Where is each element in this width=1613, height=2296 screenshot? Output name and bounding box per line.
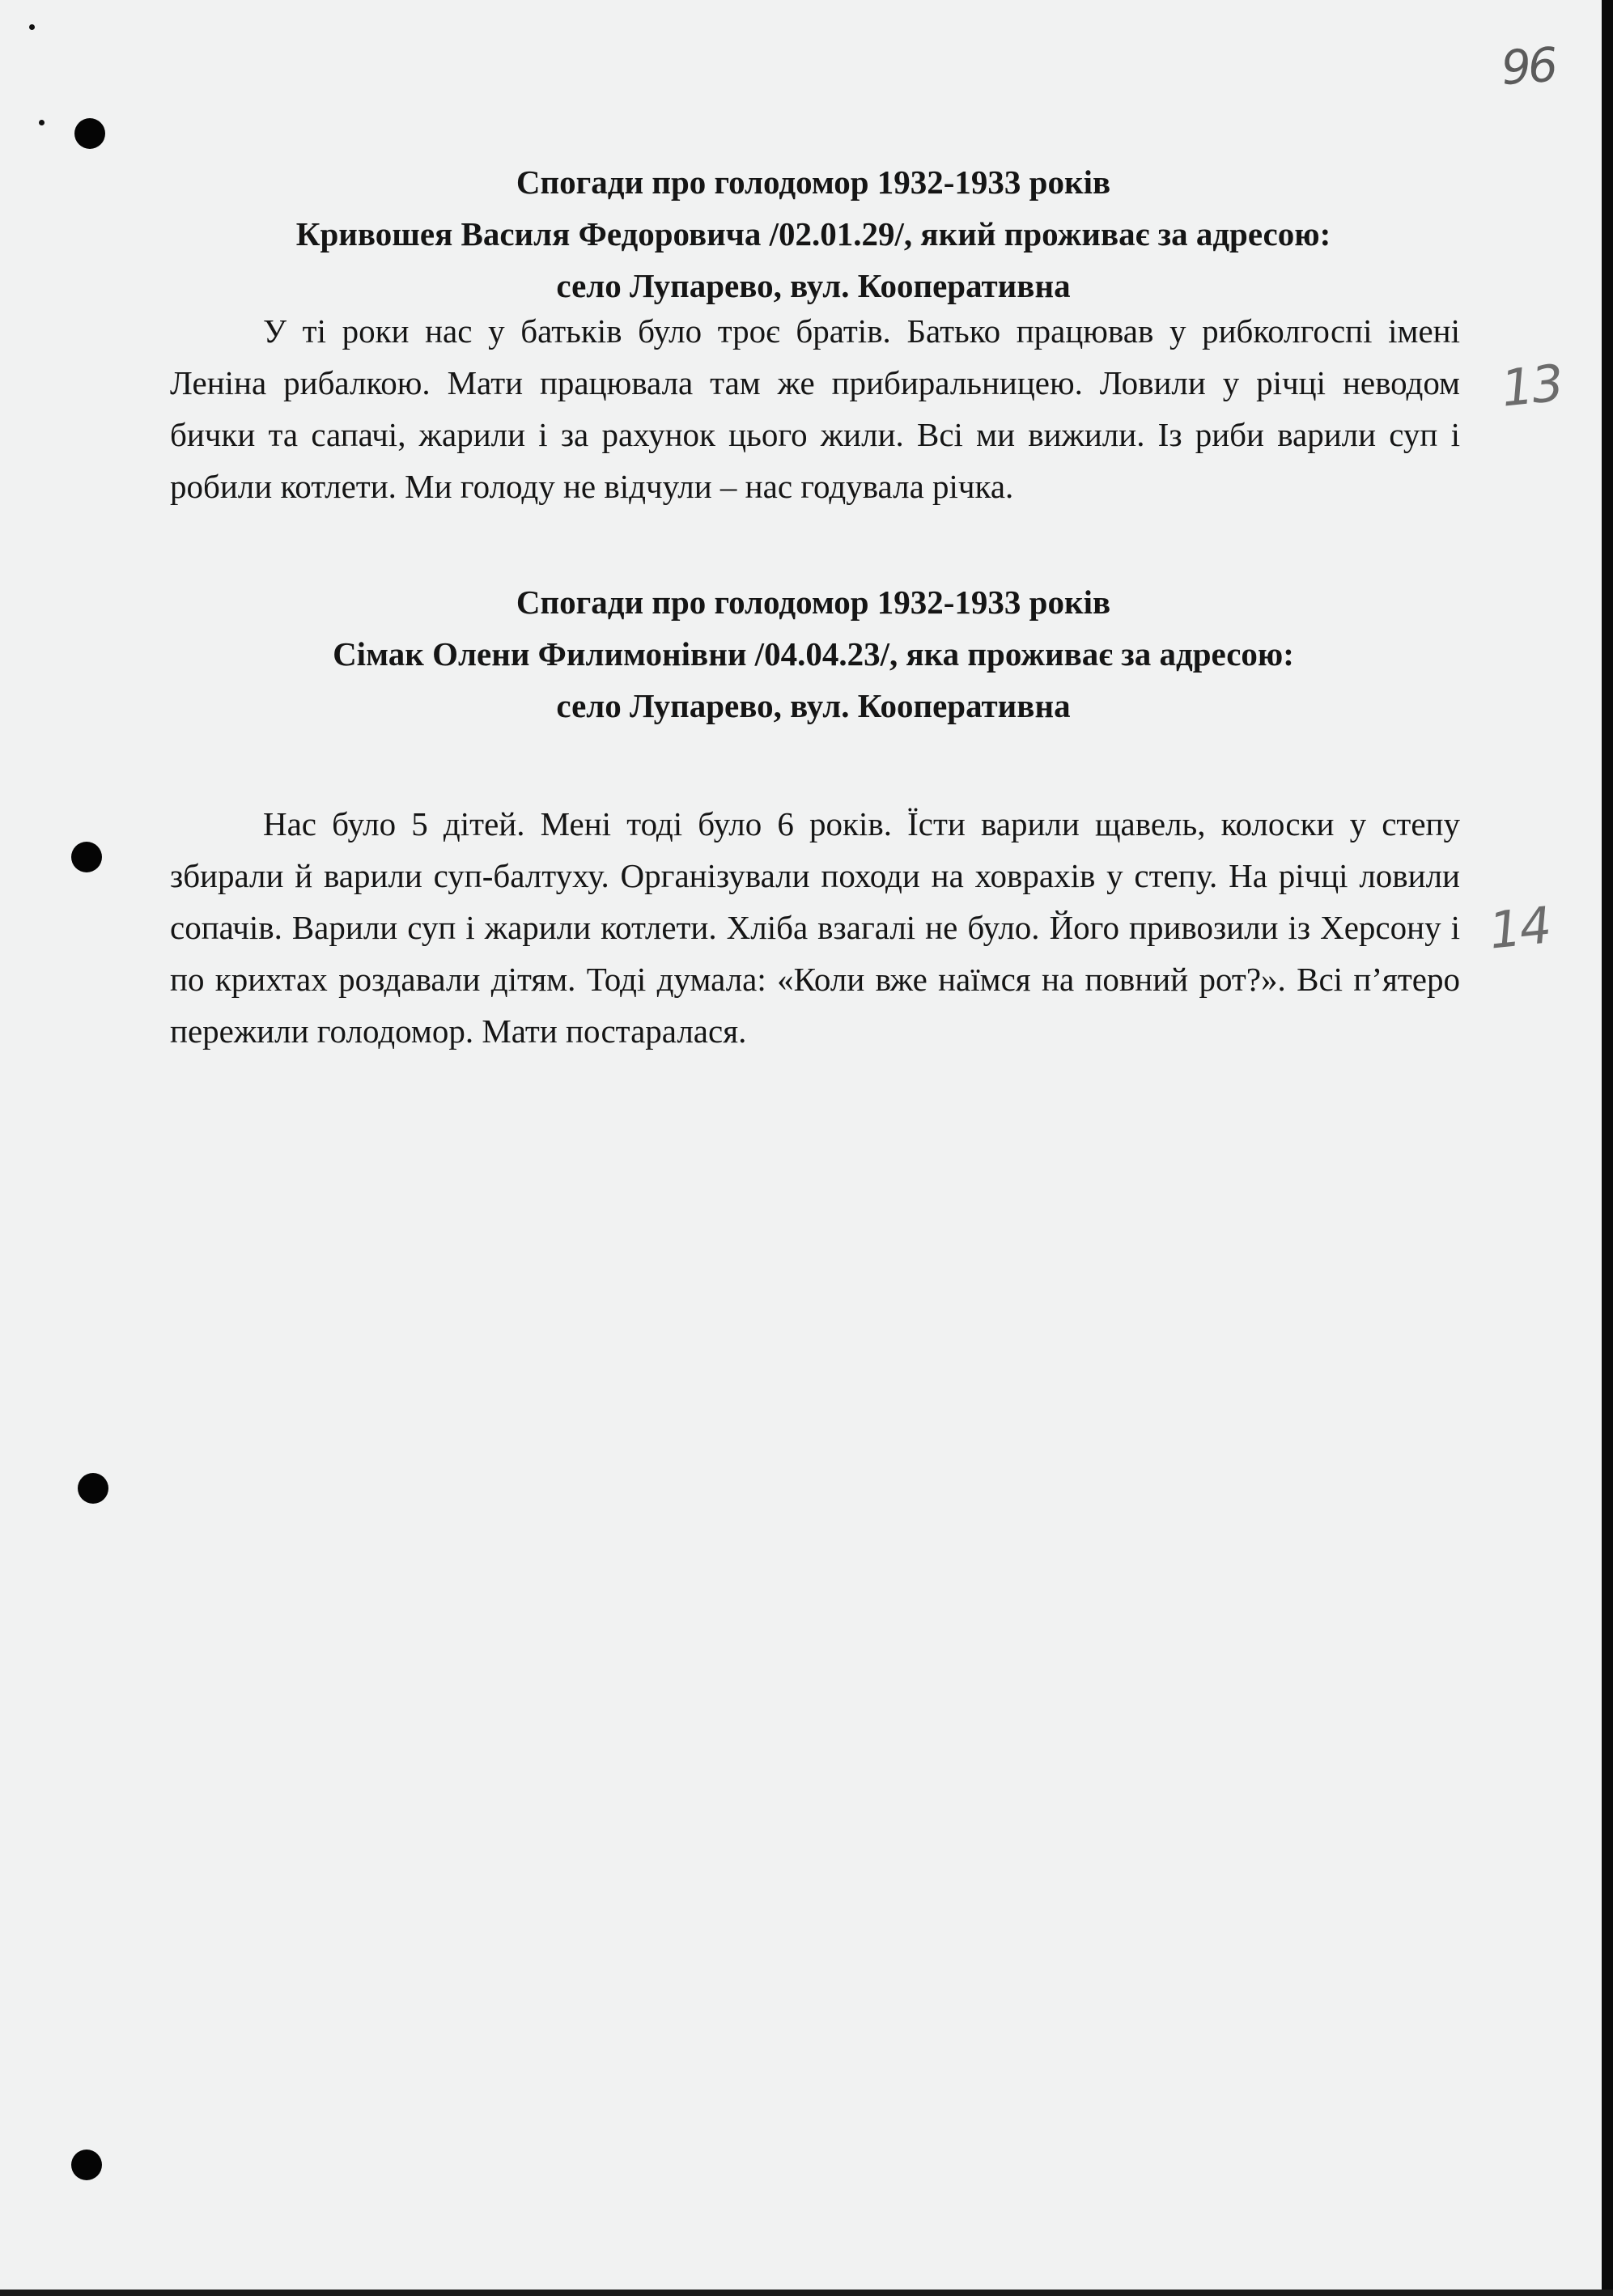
scan-speck — [39, 120, 45, 125]
scan-speck — [29, 24, 35, 30]
punch-hole — [71, 842, 102, 872]
punch-hole — [74, 118, 105, 149]
page-number: 96 — [1499, 36, 1557, 96]
section1-title: Спогади про голодомор 1932-1933 років — [516, 163, 1111, 201]
section2-address: село Лупарево, вул. Кооперативна — [556, 687, 1071, 724]
section2-body: Нас було 5 дітей. Мені тоді було 6 років. Їсти варили щавель, колоски у степу збирали й варили суп-балтуху. Організували походи на ховрахів у степу. На річці ловили сопачів. Варили суп і жарили котлети. Хліба взагалі не було. Його привозили із Херсону і по крихтах роздавали дітям. Тоді думала: «Коли вже наїмся на повний рот?». Всі п’ятеро пережили голодомор. Мати постаралася. — [170, 805, 1460, 1050]
punch-hole — [78, 1473, 108, 1504]
section1-address: село Лупарево, вул. Кооперативна — [556, 267, 1071, 304]
scan-border-bottom — [0, 2290, 1613, 2296]
section2-heading — [170, 576, 1457, 732]
scan-border-right — [1602, 0, 1613, 2296]
section1-author: Кривошея Василя Федоровича /02.01.29/, який проживає за адресою: — [295, 215, 1331, 253]
punch-hole — [71, 2150, 102, 2180]
section2-title: Спогади про голодомор 1932-1933 років — [516, 584, 1111, 621]
section2-author: Сімак Олени Филимонівни /04.04.23/, яка проживає за адресою: — [333, 635, 1294, 673]
section1-heading — [170, 156, 1457, 312]
section2-margin-note: 14 — [1486, 895, 1553, 961]
section1-body: У ті роки нас у батьків було троє братів. Батько працював у рибколгоспі імені Леніна рибалкою. Мати працювала там же прибиральницею. Ловили у річці неводом бички та сапачі, жарили і за рахунок цього жили. Всі ми вижили. Із риби варили суп і робили котлети. Ми голоду не відчули – нас годувала річка. — [170, 312, 1460, 505]
section1-margin-note: 13 — [1498, 353, 1565, 418]
